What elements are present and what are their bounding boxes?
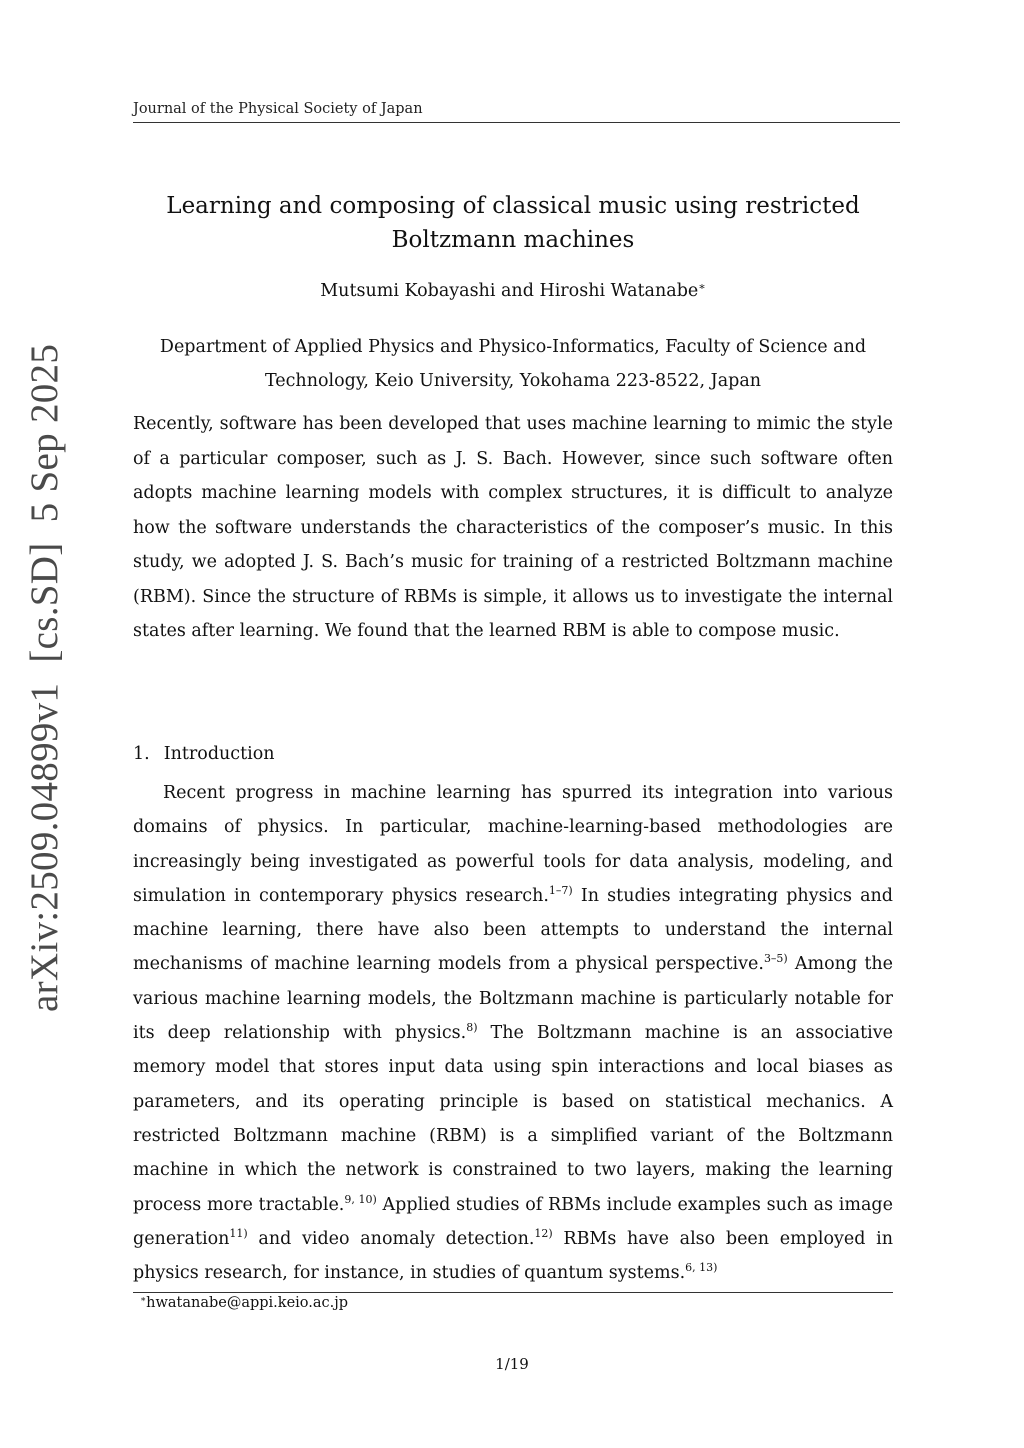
intro-paragraph xyxy=(133,776,893,1290)
footnote-rule xyxy=(133,1292,893,1293)
section-title: Introduction xyxy=(163,744,275,764)
footnote xyxy=(140,1295,348,1311)
page-number: 1/19 xyxy=(495,1355,529,1373)
intro-text: The Boltzmann machine is an associative memory model that stores input data using spin interactions and local biases as parameters, and its operating principle is based on statistical mechanics. A restricted Boltzmann machine (RBM) is a simplified variant of the Boltzmann machine in which the network is constrained to two layers, making the learning process more tractable. xyxy=(133,1023,893,1215)
authors xyxy=(133,280,893,301)
citation: 12) xyxy=(534,1226,553,1240)
arxiv-side-stamp: arXiv:2509.04899v1 [cs.SD] 5 Sep 2025 xyxy=(23,343,66,1012)
intro-text: and video anomaly detection. xyxy=(247,1228,535,1249)
author-names: Mutsumi Kobayashi and Hiroshi Watanabe xyxy=(320,281,699,301)
citation: 1–7) xyxy=(548,883,573,897)
intro-text: RBMs have also been employed in physics research, for instance, in studies of quantum systems. xyxy=(133,1228,894,1284)
affiliation: Department of Applied Physics and Physico-Informatics, Faculty of Science and Technology, Keio University, Yokohama 223-8522, Japan xyxy=(159,337,867,391)
intro-text: Applied studies of RBMs include examples such as image generation xyxy=(133,1194,893,1249)
intro-text: Among the various machine learning models, the Boltzmann machine is particularly notable for its deep relationship with physics. xyxy=(133,954,894,1044)
abstract: Recently, software has been developed that uses machine learning to mimic the style of a particular composer, such as J. S. Bach. However, since such software often adopts machine learning models with complex structures, it is difficult to analyze how the software understands the characteristics of the composer’s music. In this study, we adopted J. S. Bach’s music for training of a restricted Boltzmann machine (RBM). Since the structure of RBMs is simple, it allows us to investigate the internal states after learning. We found that the learned RBM is able to compose music. xyxy=(133,414,893,641)
citation: 9, 10) xyxy=(344,1192,377,1206)
footnote-mark: ∗ xyxy=(140,1295,147,1305)
intro-text: Recent progress in machine learning has spurred its integration into various domains of physics. In particular, machine-learning-based methodologies are increasingly being investigated as powerful tools for data analysis, modeling, and simulation in contemporary physics research. xyxy=(133,783,893,906)
corresponding-author-mark: ∗ xyxy=(698,280,706,293)
section-heading xyxy=(133,744,275,764)
citation: 3–5) xyxy=(763,952,788,966)
paper-title: Learning and composing of classical music using restricted Boltzmann machines xyxy=(166,193,860,253)
citation: 11) xyxy=(229,1226,248,1240)
section-number: 1. xyxy=(133,744,150,764)
running-head: Journal of the Physical Society of Japan xyxy=(133,101,423,117)
citation: 8) xyxy=(466,1021,478,1035)
intro-text: In studies integrating physics and machine learning, there have also been attempts to understand the internal mechanisms of machine learning models from a physical perspective. xyxy=(133,885,893,975)
header-rule xyxy=(133,122,900,123)
citation: 6, 13) xyxy=(685,1261,718,1275)
footnote-email: hwatanabe@appi.keio.ac.jp xyxy=(146,1295,349,1311)
